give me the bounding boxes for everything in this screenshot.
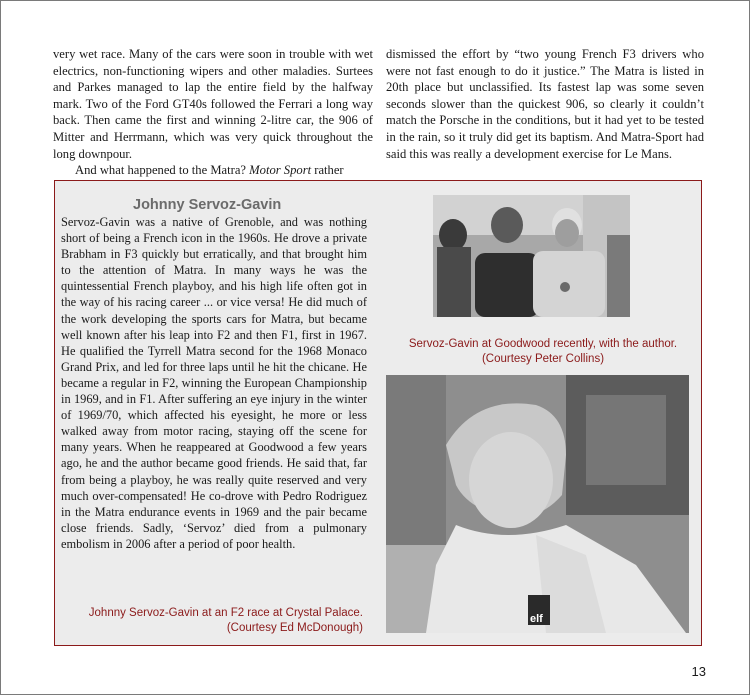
photo-badge: elf (530, 613, 543, 625)
caption-line: Servoz-Gavin at Goodwood recently, with the author. (408, 338, 678, 350)
sidebar-box (54, 180, 702, 646)
caption-credit: (Courtesy Ed McDonough) (226, 622, 363, 634)
right-text-column (386, 46, 704, 162)
paragraph: very wet race. Many of the cars were soon in trouble with wet electrics, non-functioning wipers and other maladies. Surtees and Parkes managed to lap the entire field by the halfway mark. Two of the Ford GT40s followed the Ferrari a long way back. Then came the first and winning 2-litre car, the 906 of Mitter and Herrmann, which was very quick throughout the long downpour. (53, 47, 373, 161)
photo-crystal-palace (386, 375, 689, 633)
left-text-column (53, 46, 373, 179)
sidebar-title: Johnny Servoz-Gavin (133, 197, 282, 213)
paragraph: dismissed the effort by “two young French F3 drivers who were not fast enough to do it justice.” The Matra is listed in 20th place but unclassified. Its fastest lap was some seven seconds slower than the quickest 906, so clearly it couldn’t match the Porsche in the conditions, but it had yet to be tested in the rain, so it truly did get its baptism. And Matra-Sport had said this was really a development exercise for Le Mans. (386, 47, 704, 161)
caption-crystal-palace (53, 606, 363, 636)
sidebar-body: Servoz-Gavin was a native of Grenoble, and was nothing short of being a French icon in the 1960s. He drove a private Brabham in F3 quickly but erratically, and that brought him to the attention of Matra. In many ways he was the quintessential French playboy, and his high life often got in the way of his racing career ... or vice versa! He did much of the work developing the sports cars for Matra, but became well known after his leap into F2 and then F1, first in 1967. He qualified the Tyrrell Matra second for the 1968 Monaco Grand Prix, and led for three laps until he hit the chicane. He became a regular in F2, winning the European Championship in 1969, and in F1. After suffering an eye injury in the winter of 1969/70, which affected his eyesight, he more or less walked away from motor racing, staying off the scene for many years. When he reappeared at Goodwood a few years ago, he and the author became good friends. He said that, far from being a playboy, he was really quite reserved and very much over-compensated! He co-drove with Pedro Rodriguez in the Matra endurance events in 1969 and the pair became close friends. Sadly, ‘Servoz’ died from a pulmonary embolism in 2006 after a period of poor health. (61, 215, 367, 551)
caption-goodwood (385, 337, 701, 367)
publication-title: Motor Sport (249, 163, 312, 178)
caption-line: Johnny Servoz-Gavin at an F2 race at Crystal Palace. (88, 607, 363, 619)
caption-credit: (Courtesy Peter Collins) (481, 353, 605, 365)
text-run: rather (314, 163, 344, 178)
photo-goodwood (433, 195, 630, 317)
text-run: And what happened to the Matra? (75, 163, 247, 178)
page-number: 13 (691, 664, 706, 679)
paragraph (53, 162, 373, 179)
